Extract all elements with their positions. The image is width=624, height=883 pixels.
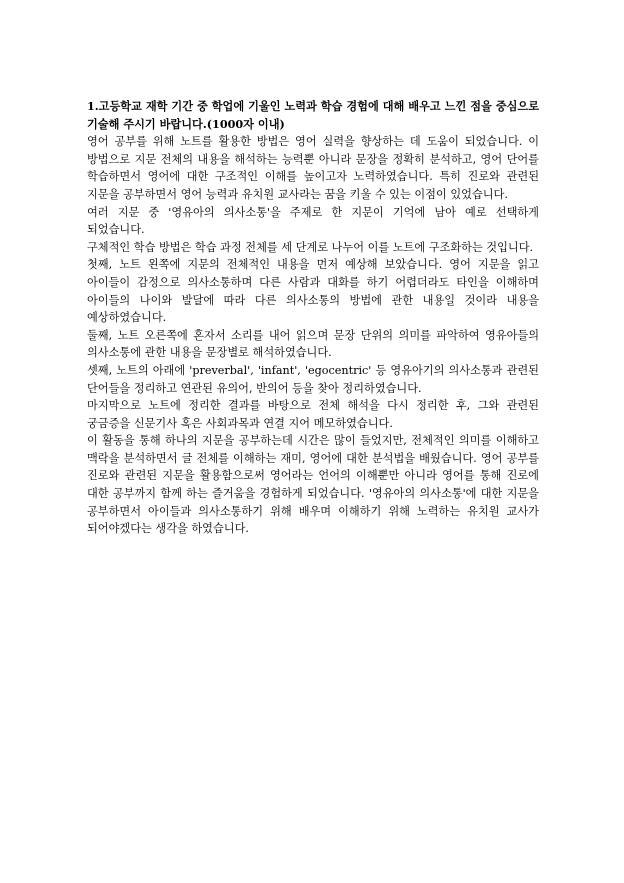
essay-question: 1.고등학교 재학 기간 중 학업에 기울인 노력과 학습 경험에 대해 배우고 느낀 점을 중심으로 기술해 주시기 바랍니다.(1000자 이내) (87, 99, 539, 131)
essay-paragraph-7: 마지막으로 노트에 정리한 결과를 바탕으로 전체 해석을 다시 정리한 후, 그와 관련된 궁금증을 신문기사 혹은 사회과목과 연결 지어 메모하였습니다. (87, 399, 539, 430)
essay-paragraph-4: 첫째, 노트 왼쪽에 지문의 전체적인 내용을 먼저 예상해 보았습니다. 영어 지문을 읽고 아이들이 감정으로 의사소통하며 다른 사람과 대화를 하기 어렵더라도 타인을 이해하며 아이들의 나이와 발달에 따라 다른 의사소통의 방법에 관한 내용일 것이라 내용을 예상하였습니다. (87, 258, 539, 325)
essay-paragraph-1: 영어 공부를 위해 노트를 활용한 방법은 영어 실력을 향상하는 데 도움이 되었습니다. 이 방법으로 지문 전체의 내용을 해석하는 능력뿐 아니라 문장을 정확히 분석하고, 영어 단어를 학습하면서 영어에 대한 구조적인 이해를 높이고자 노력하였습니다. 특히 진로와 관련된 지문을 공부하면서 영어 능력과 유치원 교사라는 꿈을 키울 수 있는 이점이 있었습니다. (87, 135, 539, 201)
essay-body (87, 98, 539, 538)
essay-paragraph-6: 셋째, 노트의 아래에 'preverbal', 'infant', 'egocentric' 등 영유아기의 의사소통과 관련된 단어들을 정리하고 연관된 유의어, 반의어 등을 찾아 정리하였습니다. (87, 363, 539, 395)
essay-paragraph-5: 둘째, 노트 오른쪽에 혼자서 소리를 내어 읽으며 문장 단위의 의미를 파악하여 영유아들의 의사소통에 관한 내용을 문장별로 해석하였습니다. (87, 328, 539, 360)
essay-paragraph-3: 구체적인 학습 방법은 학습 과정 전체를 세 단계로 나누어 이를 노트에 구조화하는 것입니다. (87, 240, 534, 254)
essay-paragraph-8: 이 활동을 통해 하나의 지문을 공부하는데 시간은 많이 들었지만, 전체적인 의미를 이해하고 맥락을 분석하면서 글 전체를 이해하는 재미, 영어에 대한 분석법을 배웠습니다. 영어 공부를 진로와 관련된 지문을 활용함으로써 영어라는 언어의 이해뿐만 아니라 영어를 통해 진로에 대한 공부까지 함께 하는 즐거움을 경험하게 되었습니다. '영유아의 의사소통'에 대한 지문을 공부하면서 아이들과 의사소통하기 위해 배우며 이해하기 위해 노력하는 유치원 교사가 되어야겠다는 생각을 하였습니다. (87, 434, 539, 536)
essay-paragraph-2: 여러 지문 중 '영유아의 의사소통'을 주제로 한 지문이 기억에 남아 예로 선택하게 되었습니다. (87, 205, 539, 237)
